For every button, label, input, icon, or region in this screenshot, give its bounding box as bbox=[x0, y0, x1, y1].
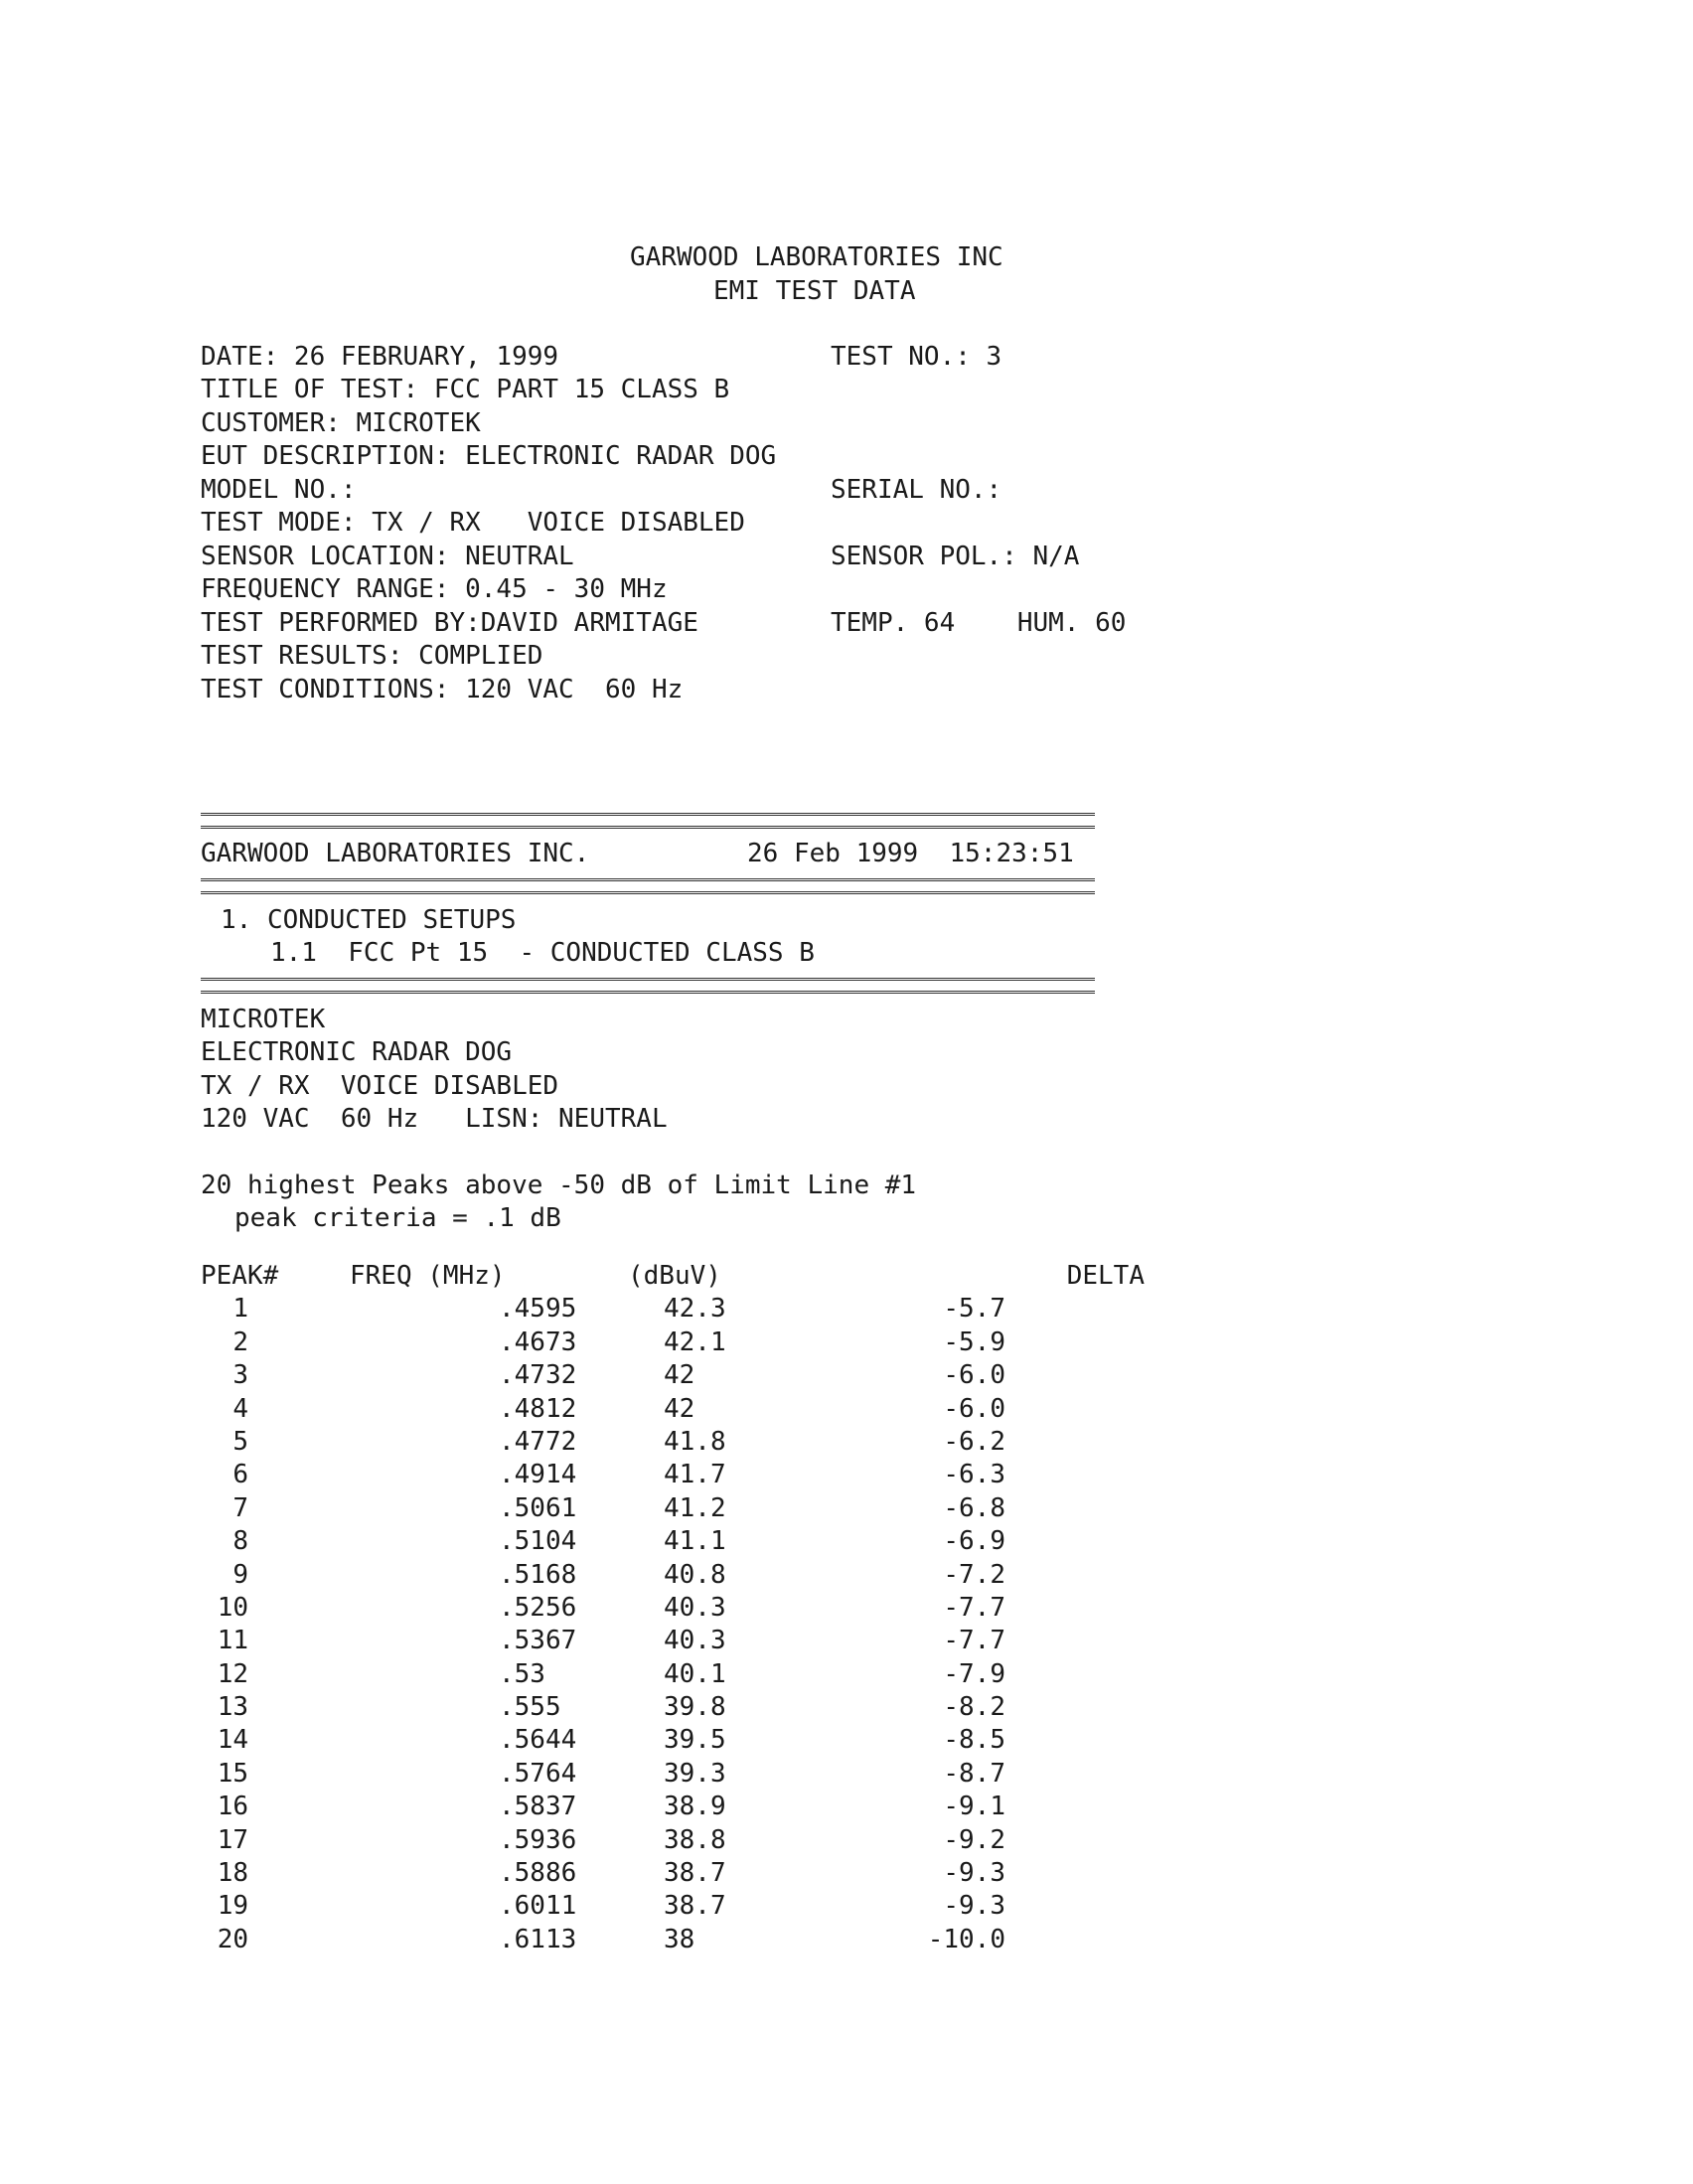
frequency-value: .4673 bbox=[499, 1326, 577, 1357]
peak-number: 15 bbox=[217, 1758, 248, 1789]
test-date: DATE: 26 FEBRUARY, 1999 bbox=[201, 342, 559, 372]
frequency-value: .4595 bbox=[499, 1294, 577, 1325]
sensor-polarization: SENSOR POL.: N/A bbox=[831, 542, 1080, 571]
level-value: 42.3 bbox=[664, 1294, 726, 1325]
delta-value: -8.5 bbox=[943, 1725, 1005, 1756]
level-value: 38.7 bbox=[664, 1891, 726, 1922]
report-customer: MICROTEK bbox=[201, 1005, 326, 1034]
separator-rule bbox=[201, 813, 1095, 829]
peak-number: 17 bbox=[217, 1824, 248, 1855]
frequency-value: .5367 bbox=[499, 1626, 577, 1656]
delta-value: -8.7 bbox=[943, 1758, 1005, 1789]
delta-value: -6.0 bbox=[943, 1360, 1005, 1391]
header-dbuv: (dBuV) bbox=[628, 1261, 721, 1291]
peak-number: 5 bbox=[232, 1426, 248, 1457]
frequency-value: .5061 bbox=[499, 1492, 577, 1523]
delta-value: -9.3 bbox=[943, 1858, 1005, 1889]
delta-value: -5.7 bbox=[943, 1294, 1005, 1325]
report-eut: ELECTRONIC RADAR DOG bbox=[201, 1037, 513, 1067]
level-value: 40.3 bbox=[664, 1592, 726, 1623]
delta-value: -6.8 bbox=[943, 1492, 1005, 1523]
report-mode: TX / RX VOICE DISABLED bbox=[201, 1071, 559, 1101]
peak-number: 16 bbox=[217, 1792, 248, 1822]
section-heading: 1. CONDUCTED SETUPS bbox=[221, 905, 517, 935]
customer: CUSTOMER: MICROTEK bbox=[201, 408, 481, 438]
frequency-value: .5256 bbox=[499, 1592, 577, 1623]
peak-number: 14 bbox=[217, 1725, 248, 1756]
header-delta: DELTA bbox=[1066, 1261, 1145, 1291]
delta-value: -9.1 bbox=[943, 1792, 1005, 1822]
peak-number: 10 bbox=[217, 1592, 248, 1623]
report-power-lisn: 120 VAC 60 Hz LISN: NEUTRAL bbox=[201, 1104, 668, 1134]
subsection-heading: 1.1 FCC Pt 15 - CONDUCTED CLASS B bbox=[270, 938, 815, 968]
sensor-location: SENSOR LOCATION: NEUTRAL bbox=[201, 542, 574, 571]
frequency-value: .4914 bbox=[499, 1460, 577, 1490]
delta-value: -10.0 bbox=[927, 1924, 1005, 1954]
frequency-value: .5837 bbox=[499, 1792, 577, 1822]
frequency-value: .4732 bbox=[499, 1360, 577, 1391]
peak-number: 8 bbox=[232, 1526, 248, 1557]
level-value: 41.1 bbox=[664, 1526, 726, 1557]
level-value: 40.8 bbox=[664, 1559, 726, 1590]
peak-number: 9 bbox=[232, 1559, 248, 1590]
test-number: TEST NO.: 3 bbox=[831, 342, 1002, 372]
document-subtitle: EMI TEST DATA bbox=[713, 276, 916, 306]
delta-value: -6.2 bbox=[943, 1426, 1005, 1457]
delta-value: -8.2 bbox=[943, 1692, 1005, 1723]
level-value: 41.7 bbox=[664, 1460, 726, 1490]
delta-value: -7.9 bbox=[943, 1658, 1005, 1689]
frequency-range: FREQUENCY RANGE: 0.45 - 30 MHz bbox=[201, 574, 668, 604]
peak-number: 13 bbox=[217, 1692, 248, 1723]
header-peak: PEAK# bbox=[201, 1261, 279, 1291]
temp-humidity: TEMP. 64 HUM. 60 bbox=[831, 608, 1127, 638]
level-value: 38.9 bbox=[664, 1792, 726, 1822]
peak-criteria: peak criteria = .1 dB bbox=[234, 1203, 561, 1233]
test-conditions: TEST CONDITIONS: 120 VAC 60 Hz bbox=[201, 675, 684, 704]
model-number: MODEL NO.: bbox=[201, 475, 357, 505]
test-mode: TEST MODE: TX / RX VOICE DISABLED bbox=[201, 508, 745, 538]
delta-value: -5.9 bbox=[943, 1326, 1005, 1357]
delta-value: -6.3 bbox=[943, 1460, 1005, 1490]
delta-value: -9.3 bbox=[943, 1891, 1005, 1922]
serial-number: SERIAL NO.: bbox=[831, 475, 1002, 505]
peak-number: 20 bbox=[217, 1924, 248, 1954]
peak-number: 7 bbox=[232, 1492, 248, 1523]
level-value: 39.3 bbox=[664, 1758, 726, 1789]
peak-number: 18 bbox=[217, 1858, 248, 1889]
frequency-value: .4812 bbox=[499, 1393, 577, 1424]
frequency-value: .6011 bbox=[499, 1891, 577, 1922]
level-value: 38 bbox=[664, 1924, 695, 1954]
peaks-title: 20 highest Peaks above -50 dB of Limit Line #1 bbox=[201, 1170, 917, 1200]
level-value: 41.2 bbox=[664, 1492, 726, 1523]
peak-number: 2 bbox=[232, 1326, 248, 1357]
separator-rule bbox=[201, 878, 1095, 894]
frequency-value: .4772 bbox=[499, 1426, 577, 1457]
frequency-value: .5764 bbox=[499, 1758, 577, 1789]
level-value: 42 bbox=[664, 1360, 695, 1391]
eut-description: EUT DESCRIPTION: ELECTRONIC RADAR DOG bbox=[201, 441, 777, 471]
title-of-test: TITLE OF TEST: FCC PART 15 CLASS B bbox=[201, 375, 730, 404]
report-timestamp: 26 Feb 1999 15:23:51 bbox=[747, 839, 1074, 868]
level-value: 39.5 bbox=[664, 1725, 726, 1756]
delta-value: -7.7 bbox=[943, 1626, 1005, 1656]
level-value: 40.3 bbox=[664, 1626, 726, 1656]
separator-rule bbox=[201, 978, 1095, 994]
company-title: GARWOOD LABORATORIES INC bbox=[630, 242, 1003, 272]
peak-number: 11 bbox=[217, 1626, 248, 1656]
frequency-value: .5886 bbox=[499, 1858, 577, 1889]
level-value: 38.7 bbox=[664, 1858, 726, 1889]
delta-value: -6.9 bbox=[943, 1526, 1005, 1557]
level-value: 41.8 bbox=[664, 1426, 726, 1457]
frequency-value: .5644 bbox=[499, 1725, 577, 1756]
delta-value: -6.0 bbox=[943, 1393, 1005, 1424]
test-performed-by: TEST PERFORMED BY:DAVID ARMITAGE bbox=[201, 608, 698, 638]
level-value: 40.1 bbox=[664, 1658, 726, 1689]
frequency-value: .5104 bbox=[499, 1526, 577, 1557]
peak-number: 3 bbox=[232, 1360, 248, 1391]
frequency-value: .53 bbox=[499, 1658, 545, 1689]
level-value: 38.8 bbox=[664, 1824, 726, 1855]
frequency-value: .5936 bbox=[499, 1824, 577, 1855]
level-value: 39.8 bbox=[664, 1692, 726, 1723]
frequency-value: .5168 bbox=[499, 1559, 577, 1590]
frequency-value: .6113 bbox=[499, 1924, 577, 1954]
peak-number: 12 bbox=[217, 1658, 248, 1689]
delta-value: -7.2 bbox=[943, 1559, 1005, 1590]
frequency-value: .555 bbox=[499, 1692, 561, 1723]
delta-value: -9.2 bbox=[943, 1824, 1005, 1855]
level-value: 42.1 bbox=[664, 1326, 726, 1357]
report-lab-name: GARWOOD LABORATORIES INC. bbox=[201, 839, 590, 868]
test-results: TEST RESULTS: COMPLIED bbox=[201, 641, 543, 671]
header-freq: FREQ (MHz) bbox=[350, 1261, 506, 1291]
level-value: 42 bbox=[664, 1393, 695, 1424]
peak-number: 1 bbox=[232, 1294, 248, 1325]
peak-number: 19 bbox=[217, 1891, 248, 1922]
peak-number: 4 bbox=[232, 1393, 248, 1424]
peak-number: 6 bbox=[232, 1460, 248, 1490]
delta-value: -7.7 bbox=[943, 1592, 1005, 1623]
